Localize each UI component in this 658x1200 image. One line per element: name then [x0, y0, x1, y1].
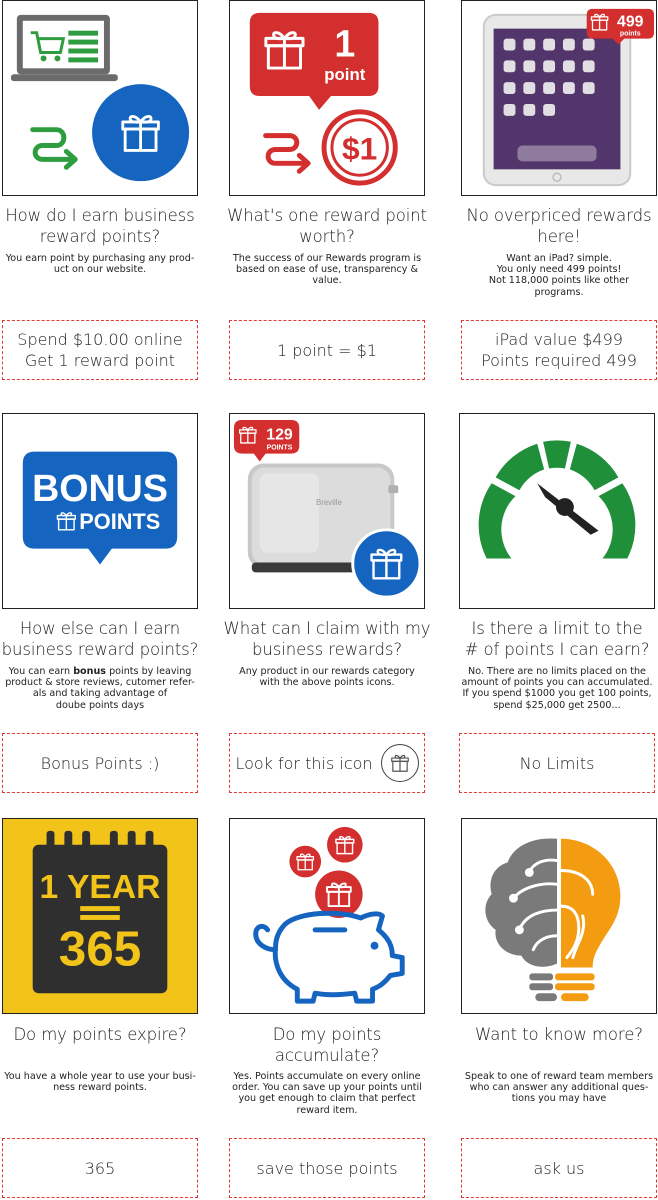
arrow-icon [33, 130, 76, 168]
gauge-icon [479, 440, 636, 558]
card-description: You have a whole year to use your busi- ness reward points. [4, 1071, 196, 1094]
calendar-illustration [2, 818, 198, 1014]
calendar-top-text: 1 YEAR [39, 869, 161, 907]
card-title: No overpriced rewards here! [466, 206, 652, 246]
speech-bubble-icon [23, 452, 177, 565]
card-title: How do I earn business reward points? [5, 206, 195, 246]
points-badge-label: POINTS [266, 444, 293, 452]
gauge-illustration [459, 413, 655, 609]
card-claim-rewards [223, 413, 431, 793]
calendar-icon [3, 819, 197, 1013]
dollar-icon [324, 112, 395, 183]
card-points-expire [2, 818, 198, 1198]
point-worth-illustration [229, 0, 425, 196]
card-title: Do my points accumulate? [272, 1025, 382, 1065]
card-description: Speak to one of reward team members who can answer any additional ques- tions you may have [464, 1071, 654, 1105]
card-highlight-box: Spend $10.00 online Get 1 reward point [2, 320, 198, 380]
point-badge-label: point [324, 65, 366, 85]
card-description: The success of our Rewards program is based on ease of use, transparency & value. [232, 253, 422, 287]
card-title: Want to know more? [475, 1025, 643, 1044]
card-know-more [461, 818, 657, 1198]
point-badge-number: 1 [334, 22, 356, 65]
card-points-accumulate [229, 818, 425, 1198]
card-title: What's one reward point worth? [227, 206, 427, 246]
card-description: No. There are no limits placed on the amount of points you can accumulated. If you spend $1000 you get 100 points, spend $25,000 get 2500... [461, 666, 653, 711]
points-badge-number: 499 [617, 13, 644, 31]
points-badge-number: 129 [266, 426, 293, 444]
points-badge-icon [234, 420, 299, 462]
dollar-label: $1 [342, 130, 378, 167]
bonus-label: BONUS [32, 467, 168, 510]
gift-icon [381, 744, 419, 782]
card-highlight-box: 1 point = $1 [229, 320, 425, 380]
point-badge-icon [250, 13, 379, 110]
arrow-icon [266, 136, 309, 172]
points-label: POINTS [79, 508, 161, 534]
card-no-overpriced [461, 0, 657, 380]
card-bonus-points [2, 413, 198, 793]
card-title: Is there a limit to the # of points I can earn? [464, 619, 650, 659]
card-point-worth [229, 0, 425, 380]
card-description: Want an iPad? simple. You only need 499 points! Not 118,000 points like other programs. [488, 253, 630, 298]
card-highlight-box: Look for this icon [229, 733, 425, 793]
ipad-icon [484, 15, 630, 185]
card-highlight-box: ask us [461, 1138, 657, 1198]
brain-lightbulb-icon [485, 839, 620, 1002]
card-highlight-box: Bonus Points :) [2, 733, 198, 793]
card-earn-points [2, 0, 198, 380]
card-highlight-box: iPad value $499 Points required 499 [461, 320, 657, 380]
gift-icon [92, 84, 189, 181]
brain-lightbulb-illustration [461, 818, 657, 1014]
card-description: You can earn bonus points by leaving product & store reviews, cutomer refer- als and taking advantage of doube points days [5, 666, 195, 711]
gift-icon [353, 530, 420, 597]
piggy-bank-icon [256, 913, 402, 1001]
bonus-points-illustration [2, 413, 198, 609]
ipad-illustration [461, 0, 657, 196]
card-no-limit [459, 413, 655, 793]
calendar-bottom-text: 365 [58, 921, 142, 977]
card-highlight-box: No Limits [459, 733, 655, 793]
card-title: Do my points expire? [13, 1025, 187, 1044]
toaster-illustration [229, 413, 425, 609]
card-title: What can I claim with my business rewards? [223, 619, 431, 659]
laptop-cart-icon [11, 15, 118, 81]
card-title: How else can I earn business reward points? [1, 619, 199, 659]
card-highlight-box: save those points [229, 1138, 425, 1198]
earn-points-illustration [2, 0, 198, 196]
card-description: Any product in our rewards category with the above points icons. [239, 666, 415, 689]
toaster-brand: Breville [316, 498, 342, 508]
gift-icon [289, 827, 362, 918]
points-badge-label: points [619, 30, 641, 38]
card-description: You earn point by purchasing any prod- uct on our website. [5, 253, 195, 276]
piggy-bank-illustration [229, 818, 425, 1014]
card-description: Yes. Points accumulate on every online order. You can save up your points until you get enough to claim that perfect reward item. [232, 1071, 422, 1116]
card-highlight-box: 365 [2, 1138, 198, 1198]
